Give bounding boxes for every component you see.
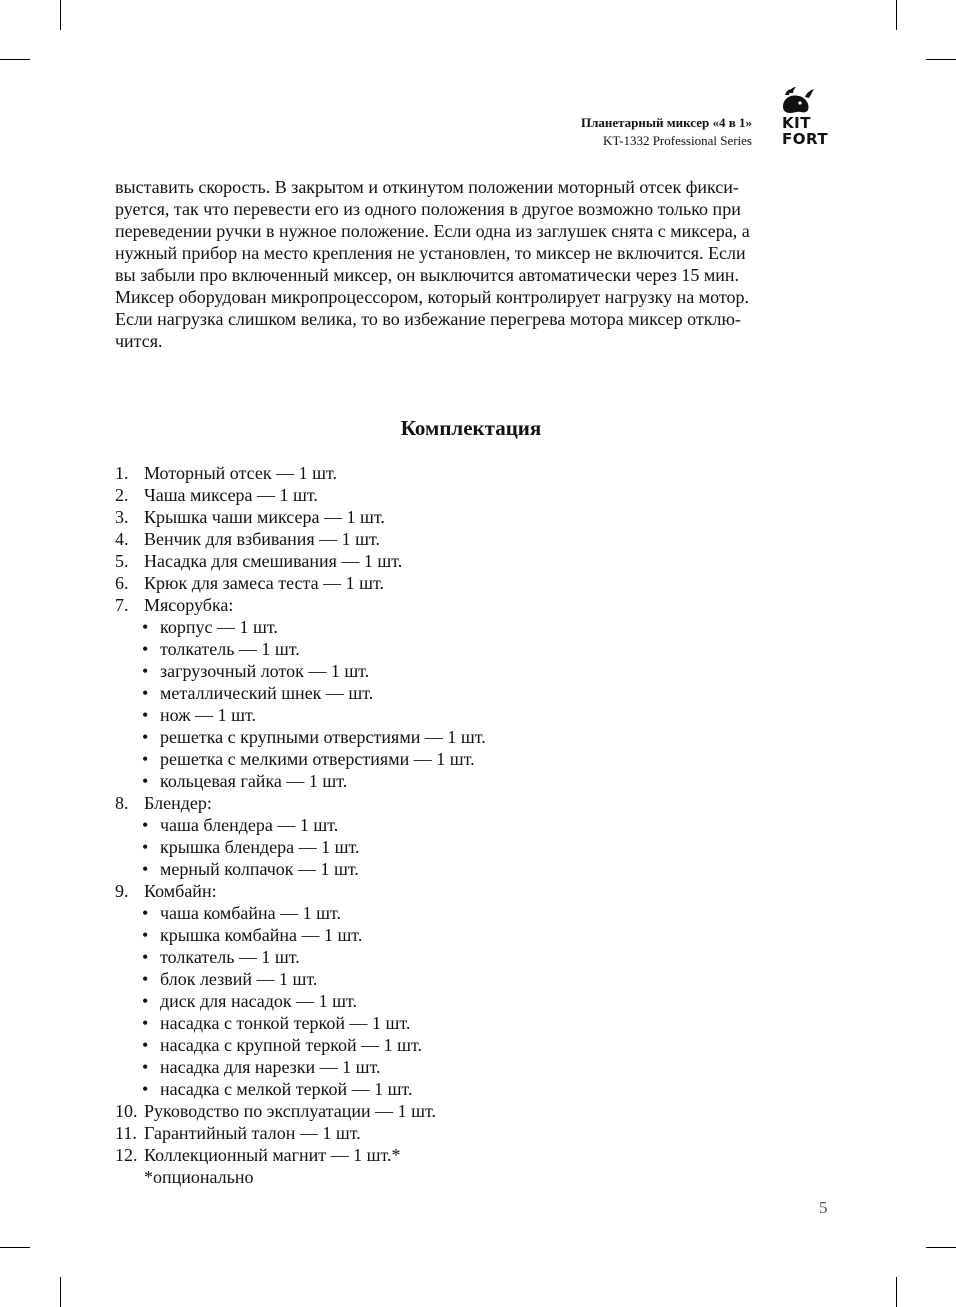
list-item xyxy=(115,572,827,594)
sub-list-item xyxy=(115,616,827,638)
list-item-text: Насадка для смешивания — 1 шт. xyxy=(144,551,403,571)
sub-list-item-text: загрузочный лоток — 1 шт. xyxy=(160,661,370,681)
bullet-icon: • xyxy=(142,1057,149,1077)
list-item xyxy=(115,594,827,616)
list-item-number: 12. xyxy=(115,1145,138,1165)
list-item-number: 9. xyxy=(115,881,129,901)
paragraph-line: Миксер оборудован микропроцессором, который контролирует нагрузку на мотор. xyxy=(115,287,749,307)
list-item-number: 10. xyxy=(115,1101,138,1121)
sub-list-item-text: диск для насадок — 1 шт. xyxy=(160,991,358,1011)
bullet-icon: • xyxy=(142,1035,149,1055)
sub-list-item xyxy=(115,1012,827,1034)
list-item-text: Гарантийный талон — 1 шт. xyxy=(144,1123,361,1143)
sub-list-item xyxy=(115,660,827,682)
bullet-icon: • xyxy=(142,815,149,835)
sub-list-item-text: металлический шнек — шт. xyxy=(160,683,374,703)
crop-mark xyxy=(896,0,897,30)
sub-list-item xyxy=(115,748,827,770)
bullet-icon: • xyxy=(142,1079,149,1099)
paragraph-line: переведении ручки в нужное положение. Если одна из заглушек снята с миксера, а xyxy=(115,221,750,241)
sub-list-item xyxy=(115,1056,827,1078)
bullet-icon: • xyxy=(142,617,149,637)
list-item xyxy=(115,880,827,902)
sub-list-item-text: толкатель — 1 шт. xyxy=(160,947,300,967)
running-header xyxy=(581,114,752,150)
list-item-number: 8. xyxy=(115,793,129,813)
logo-text-kit: KIT xyxy=(782,114,811,132)
logo-text-fort: FORT xyxy=(782,130,829,148)
paragraph-line: Если нагрузка слишком велика, то во избежание перегрева мотора миксер отклю- xyxy=(115,309,741,329)
bullet-icon: • xyxy=(142,925,149,945)
sub-list-item-text: корпус — 1 шт. xyxy=(160,617,278,637)
sub-list-item-text: чаша блендера — 1 шт. xyxy=(160,815,339,835)
paragraph-line: вы забыли про включенный миксер, он выключится автоматически через 15 мин. xyxy=(115,265,739,285)
list-item xyxy=(115,506,827,528)
sub-list-item xyxy=(115,1078,827,1100)
sub-list-item-text: нож — 1 шт. xyxy=(160,705,256,725)
sub-list-item-text: насадка для нарезки — 1 шт. xyxy=(160,1057,381,1077)
sub-list-item-text: решетка с мелкими отверстиями — 1 шт. xyxy=(160,749,475,769)
sub-list-item xyxy=(115,638,827,660)
sub-list-item xyxy=(115,704,827,726)
bullet-icon: • xyxy=(142,683,149,703)
product-title: Планетарный миксер «4 в 1» xyxy=(580,115,752,130)
sub-list-item xyxy=(115,836,827,858)
bullet-icon: • xyxy=(142,639,149,659)
sub-list-item-text: крышка блендера — 1 шт. xyxy=(160,837,360,857)
sub-list-item-text: блок лезвий — 1 шт. xyxy=(160,969,318,989)
list-item xyxy=(115,550,827,572)
list-item-text: Руководство по эксплуатации — 1 шт. xyxy=(144,1101,436,1121)
list-item-number: 2. xyxy=(115,485,129,505)
paragraph-line: нужный прибор на место крепления не установлен, то миксер не включится. Если xyxy=(115,243,746,263)
sub-list-item xyxy=(115,858,827,880)
list-item-text: Крышка чаши миксера — 1 шт. xyxy=(144,507,385,527)
list-item-number: 7. xyxy=(115,595,129,615)
whale-icon xyxy=(780,86,816,116)
list-item-number: 5. xyxy=(115,551,129,571)
bullet-icon: • xyxy=(142,727,149,747)
crop-mark xyxy=(896,1277,897,1307)
bullet-icon: • xyxy=(142,969,149,989)
package-contents-list xyxy=(115,462,827,1188)
sub-list-item xyxy=(115,814,827,836)
sub-list-item-text: кольцевая гайка — 1 шт. xyxy=(160,771,348,791)
sub-list-item xyxy=(115,726,827,748)
bullet-icon: • xyxy=(142,1013,149,1033)
product-series: KT-1332 Professional Series xyxy=(602,133,752,148)
list-item-text: Венчик для взбивания — 1 шт. xyxy=(144,529,381,549)
sub-list-item xyxy=(115,1034,827,1056)
sub-list-item xyxy=(115,924,827,946)
list-item-text: Чаша миксера — 1 шт. xyxy=(144,485,318,505)
sub-list-item xyxy=(115,902,827,924)
bullet-icon: • xyxy=(142,705,149,725)
crop-mark xyxy=(926,1247,956,1248)
bullet-icon: • xyxy=(142,749,149,769)
sub-list-item-text: насадка с тонкой теркой — 1 шт. xyxy=(160,1013,411,1033)
sub-list-item xyxy=(115,946,827,968)
bullet-icon: • xyxy=(142,903,149,923)
paragraph-line: выставить скорость. В закрытом и откинутом положении моторный отсек фикси- xyxy=(115,177,739,197)
list-item-text: Комбайн: xyxy=(144,881,217,901)
bullet-icon: • xyxy=(142,859,149,879)
crop-mark xyxy=(60,0,61,30)
page-number: 5 xyxy=(819,1198,828,1217)
list-item-text: Мясорубка: xyxy=(144,595,234,615)
list-item-text: Моторный отсек — 1 шт. xyxy=(144,463,337,483)
sub-list-item-text: толкатель — 1 шт. xyxy=(160,639,300,659)
list-item-text: Крюк для замеса теста — 1 шт. xyxy=(144,573,384,593)
list-item xyxy=(115,484,827,506)
list-item-number: 4. xyxy=(115,529,129,549)
crop-mark xyxy=(926,59,956,60)
crop-mark xyxy=(0,1247,30,1248)
sub-list-item-text: насадка с мелкой теркой — 1 шт. xyxy=(160,1079,413,1099)
sub-list-item-text: насадка с крупной теркой — 1 шт. xyxy=(160,1035,423,1055)
kitfort-logo xyxy=(780,86,832,148)
crop-mark xyxy=(0,59,30,60)
paragraph-line: чится. xyxy=(115,331,163,351)
list-item xyxy=(115,462,827,484)
list-item-text: Коллекционный магнит — 1 шт.* xyxy=(144,1145,401,1165)
list-item-text: Блендер: xyxy=(144,793,212,813)
sub-list-item xyxy=(115,968,827,990)
crop-mark xyxy=(60,1277,61,1307)
paragraph-line: руется, так что перевести его из одного положения в другое возможно только при xyxy=(115,199,741,219)
list-item-number: 11. xyxy=(115,1123,137,1143)
bullet-icon: • xyxy=(142,991,149,1011)
section-heading: Комплектация xyxy=(400,416,542,440)
footnote: *опционально xyxy=(144,1167,254,1187)
sub-list-item-text: решетка с крупными отверстиями — 1 шт. xyxy=(160,727,486,747)
sub-list-item xyxy=(115,682,827,704)
list-item-number: 3. xyxy=(115,507,129,527)
sub-list-item xyxy=(115,990,827,1012)
list-item xyxy=(115,792,827,814)
list-item-number: 1. xyxy=(115,463,129,483)
bullet-icon: • xyxy=(142,947,149,967)
list-item-number: 6. xyxy=(115,573,129,593)
sub-list-item-text: чаша комбайна — 1 шт. xyxy=(160,903,342,923)
bullet-icon: • xyxy=(142,661,149,681)
intro-paragraph xyxy=(115,176,827,352)
sub-list-item-text: мерный колпачок — 1 шт. xyxy=(160,859,359,879)
list-item xyxy=(115,528,827,550)
list-item xyxy=(115,1144,827,1166)
bullet-icon: • xyxy=(142,837,149,857)
bullet-icon: • xyxy=(142,771,149,791)
sub-list-item xyxy=(115,770,827,792)
sub-list-item-text: крышка комбайна — 1 шт. xyxy=(160,925,363,945)
list-item xyxy=(115,1122,827,1144)
list-item xyxy=(115,1100,827,1122)
